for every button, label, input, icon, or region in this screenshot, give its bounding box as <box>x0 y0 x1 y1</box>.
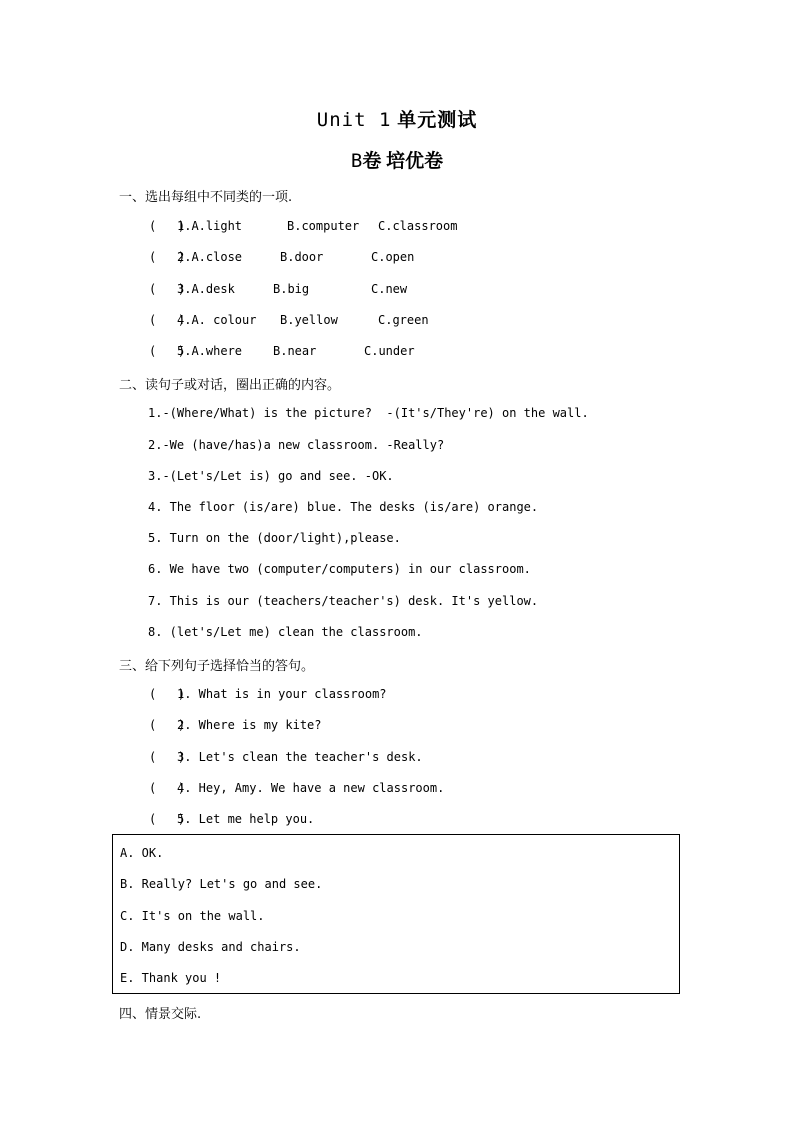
section1-heading: 一、选出每组中不同类的一项. <box>119 190 293 205</box>
answer-blank[interactable]: ( ) <box>149 718 186 732</box>
option-c: C.new <box>371 282 408 296</box>
answer-blank[interactable]: ( ) <box>149 687 186 701</box>
page-subtitle <box>0 146 794 173</box>
option-b: B.yellow <box>280 313 338 327</box>
answer-blank[interactable]: ( ) <box>149 282 186 296</box>
option-b: B.computer <box>287 219 360 233</box>
section2-item: 5. Turn on the (door/light),please. <box>148 531 401 545</box>
option-a: 5.A.where <box>177 344 243 358</box>
answer-option: B. Really? Let's go and see. <box>120 877 323 891</box>
answer-option: E. Thank you ! <box>120 971 222 985</box>
option-c: C.open <box>371 250 415 264</box>
section2-item: 6. We have two (computer/computers) in our classroom. <box>148 562 531 576</box>
question-text: 4. Hey, Amy. We have a new classroom. <box>177 781 445 795</box>
question-text: 1. What is in your classroom? <box>177 687 387 701</box>
option-a: 3.A.desk <box>177 282 235 296</box>
subtitle-cn: 卷 培优卷 <box>362 151 444 172</box>
answer-option: C. It's on the wall. <box>120 909 265 923</box>
answer-blank[interactable]: ( ) <box>149 250 186 264</box>
section2-heading: 二、读句子或对话，圈出正确的内容。 <box>119 378 341 393</box>
answer-blank[interactable]: ( ) <box>149 781 186 795</box>
answer-option: D. Many desks and chairs. <box>120 940 301 954</box>
answer-blank[interactable]: ( ) <box>149 219 186 233</box>
answer-blank[interactable]: ( ) <box>149 812 186 826</box>
answer-blank[interactable]: ( ) <box>149 313 186 327</box>
option-c: C.under <box>364 344 415 358</box>
option-b: B.near <box>273 344 317 358</box>
section2-item: 4. The floor (is/are) blue. The desks (is/are) orange. <box>148 500 539 514</box>
option-b: B.door <box>280 250 324 264</box>
section2-item: 2.-We (have/has)a new classroom. -Really? <box>148 438 445 452</box>
option-c: C.classroom <box>378 219 458 233</box>
page-title <box>0 105 794 132</box>
section2-item: 3.-(Let's/Let is) go and see. -OK. <box>148 469 394 483</box>
question-text: 3. Let's clean the teacher's desk. <box>177 750 423 764</box>
option-a: 4.A. colour <box>177 313 257 327</box>
answer-option: A. OK. <box>120 846 164 860</box>
section2-item: 1.-(Where/What) is the picture? -(It's/They're) on the wall. <box>148 406 589 420</box>
answer-options-box <box>112 834 680 994</box>
section4-heading: 四、情景交际. <box>119 1007 202 1022</box>
answer-blank[interactable]: ( ) <box>149 344 186 358</box>
title-cn: 单元测试 <box>397 110 478 131</box>
option-b: B.big <box>273 282 310 296</box>
question-text: 2. Where is my kite? <box>177 718 322 732</box>
section2-item: 8. (let's/Let me) clean the classroom. <box>148 625 423 639</box>
option-c: C.green <box>378 313 429 327</box>
section3-heading: 三、给下列句子选择恰当的答句。 <box>119 659 315 674</box>
question-text: 5. Let me help you. <box>177 812 315 826</box>
section2-item: 7. This is our (teachers/teacher's) desk. It's yellow. <box>148 594 539 608</box>
option-a: 1.A.light <box>177 219 243 233</box>
subtitle-latin: B <box>350 150 363 172</box>
answer-blank[interactable]: ( ) <box>149 750 186 764</box>
option-a: 2.A.close <box>177 250 243 264</box>
title-latin: Unit 1 <box>316 109 392 131</box>
